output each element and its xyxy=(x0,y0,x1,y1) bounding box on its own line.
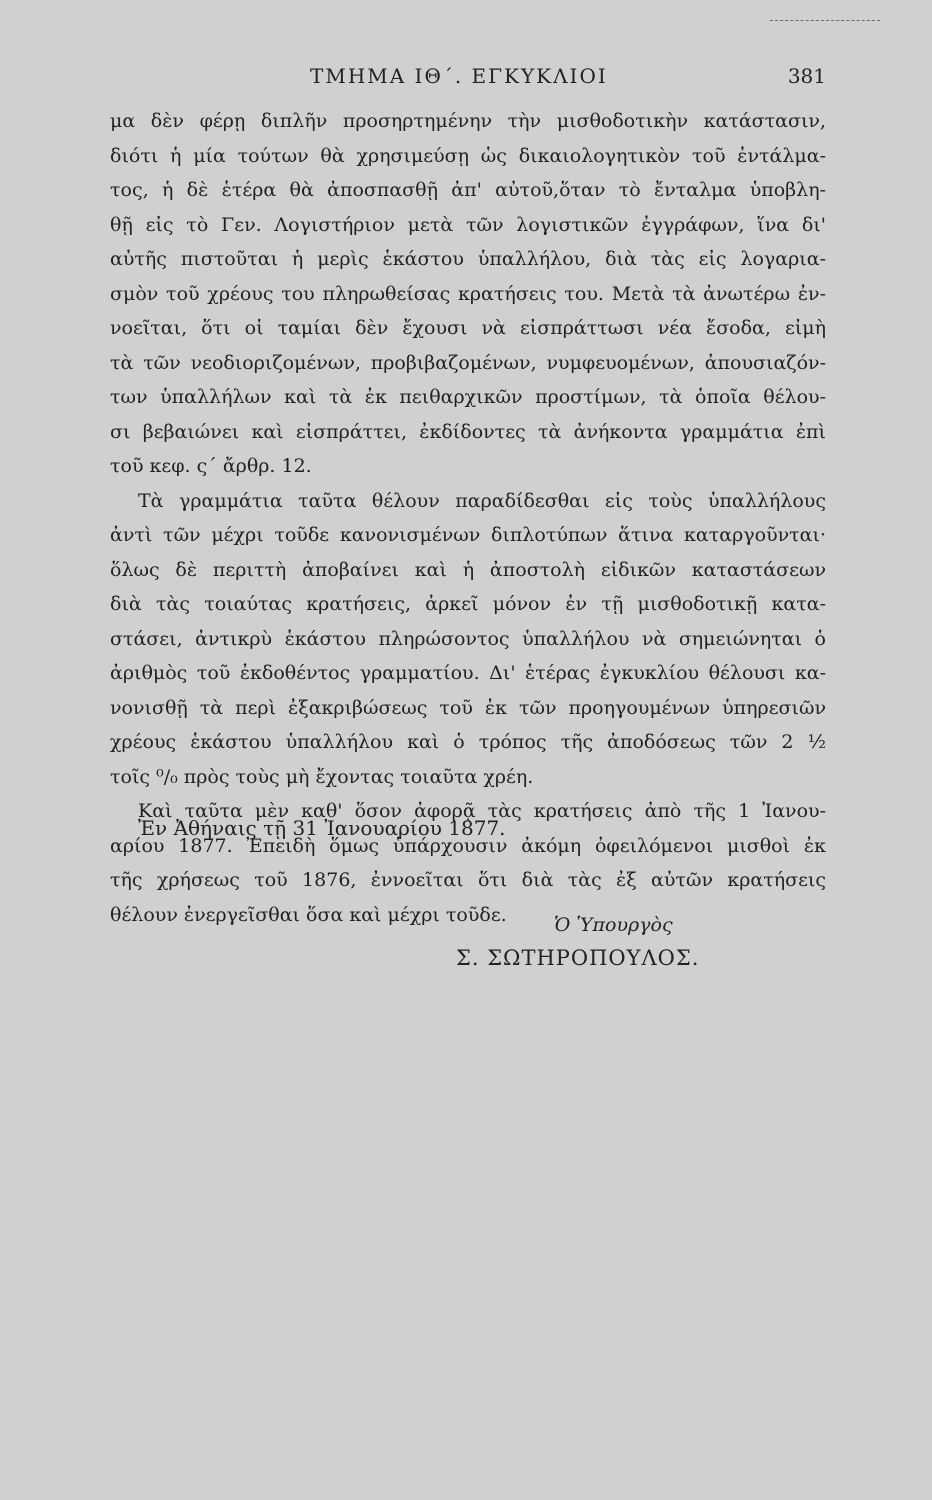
dateline: Ἐν Ἀθήναις τῇ 31 Ἰανουαρίου 1877. xyxy=(138,816,506,840)
paragraph-first-line: Τὰ γραμμάτια ταῦτα θέλουν παραδίδεσθαι εἰς τοὺς ὑπαλλήλους xyxy=(138,489,826,512)
text-line: νονισθῇ τὰ περὶ ἐξακριβώσεως τοῦ ἐκ τῶν προηγουμένων ὑπηρεσιῶν xyxy=(110,696,826,719)
text-line: ἀριθμὸς τοῦ ἐκδοθέντος γραμματίου. Δι' ἑτέρας ἐγκυκλίου θέλουσι κα- xyxy=(110,662,826,684)
paragraph-first-line: Καὶ ταῦτα μὲν καθ' ὅσον ἀφορᾷ τὰς κρατήσεις ἀπὸ τῆς 1 Ἰανου- xyxy=(138,800,826,822)
text-line: διότι ἡ μία τούτων θὰ χρησιμεύσῃ ὡς δικαιολογητικὸν τοῦ ἐντάλμα- xyxy=(110,144,826,167)
text-line: ἀντὶ τῶν μέχρι τοῦδε κανονισμένων διπλοτύπων ἅτινα καταργοῦνται· xyxy=(110,524,826,546)
running-head: ΤΜΗΜΑ ΙΘ΄. ΕΓΚΥΚΛΙΟΙ xyxy=(310,64,608,88)
text-line: των ὑπαλλήλων καὶ τὰ ἐκ πειθαρχικῶν προστίμων, τὰ ὁποῖα θέλου- xyxy=(110,386,826,408)
text-line: αρίου 1877. Ἐπειδὴ ὅμως ὑπάρχουσιν ἀκόμη ὀφειλόμενοι μισθοὶ ἐκ xyxy=(110,834,826,857)
signature-title: Ὁ Ὑπουργὸς xyxy=(554,914,673,936)
body-text xyxy=(110,104,826,932)
text-line: τος, ἡ δὲ ἑτέρα θὰ ἀποσπασθῇ ἀπ' αὐτοῦ,ὅταν τὸ ἔνταλμα ὑποβλη- xyxy=(110,179,826,201)
text-line: τῆς χρήσεως τοῦ 1876, ἐννοεῖται ὅτι διὰ τὰς ἐξ αὐτῶν κρατήσεις xyxy=(110,869,826,891)
page-header xyxy=(110,64,826,98)
text-line: διὰ τὰς τοιαύτας κρατήσεις, ἀρκεῖ μόνον ἐν τῇ μισθοδοτικῇ κατα- xyxy=(110,593,826,615)
text-line: σι βεβαιώνει καὶ εἰσπράττει, ἐκδίδοντες τὰ ἀνήκοντα γραμμάτια ἐπὶ xyxy=(110,420,826,443)
text-line: τὰ τῶν νεοδιοριζομένων, προβιβαζομένων, νυμφευομένων, ἀπουσιαζόν- xyxy=(110,351,826,374)
text-line: στάσει, ἀντικρὺ ἑκάστου πληρώσοντος ὑπαλλήλου νὰ σημειώνηται ὁ xyxy=(110,627,826,650)
text-line: θῇ εἰς τὸ Γεν. Λογιστήριον μετὰ τῶν λογιστικῶν ἐγγράφων, ἵνα δι' xyxy=(110,213,826,236)
text-line: ὅλως δὲ περιττὴ ἀποβαίνει καὶ ἡ ἀποστολὴ εἰδικῶν καταστάσεων xyxy=(110,558,826,581)
text-line: σμὸν τοῦ χρέους του πληρωθείσας κρατήσεις του. Μετὰ τὰ ἀνωτέρω ἐν- xyxy=(110,282,826,305)
text-line: μα δὲν φέρῃ διπλῆν προσηρτημένην τὴν μισθοδοτικὴν κατάστασιν, xyxy=(110,110,826,132)
signature-name: Σ. ΣΩΤΗΡΟΠΟΥΛΟΣ. xyxy=(456,946,700,970)
text-line: νοεῖται, ὅτι οἱ ταμίαι δὲν ἔχουσι νὰ εἰσπράττωσι νέα ἔσοδα, εἰμὴ xyxy=(110,317,826,339)
text-line: χρέους ἑκάστου ὑπαλλήλου καὶ ὁ τρόπος τῆς ἀποδόσεως τῶν 2 ½ xyxy=(110,731,826,753)
margin-mark xyxy=(770,12,880,21)
text-line: τοῦ κεφ. ς΄ ἄρθρ. 12. xyxy=(110,455,312,477)
text-line: αὐτῆς πιστοῦται ἡ μερὶς ἑκάστου ὑπαλλήλου, διὰ τὰς εἰς λογαρια- xyxy=(110,248,826,270)
page-number: 381 xyxy=(787,64,826,88)
text-line: θέλουν ἐνεργεῖσθαι ὅσα καὶ μέχρι τοῦδε. xyxy=(110,903,507,926)
text-line: τοῖς ⁰/₀ πρὸς τοὺς μὴ ἔχοντας τοιαῦτα χρέη. xyxy=(110,765,534,788)
